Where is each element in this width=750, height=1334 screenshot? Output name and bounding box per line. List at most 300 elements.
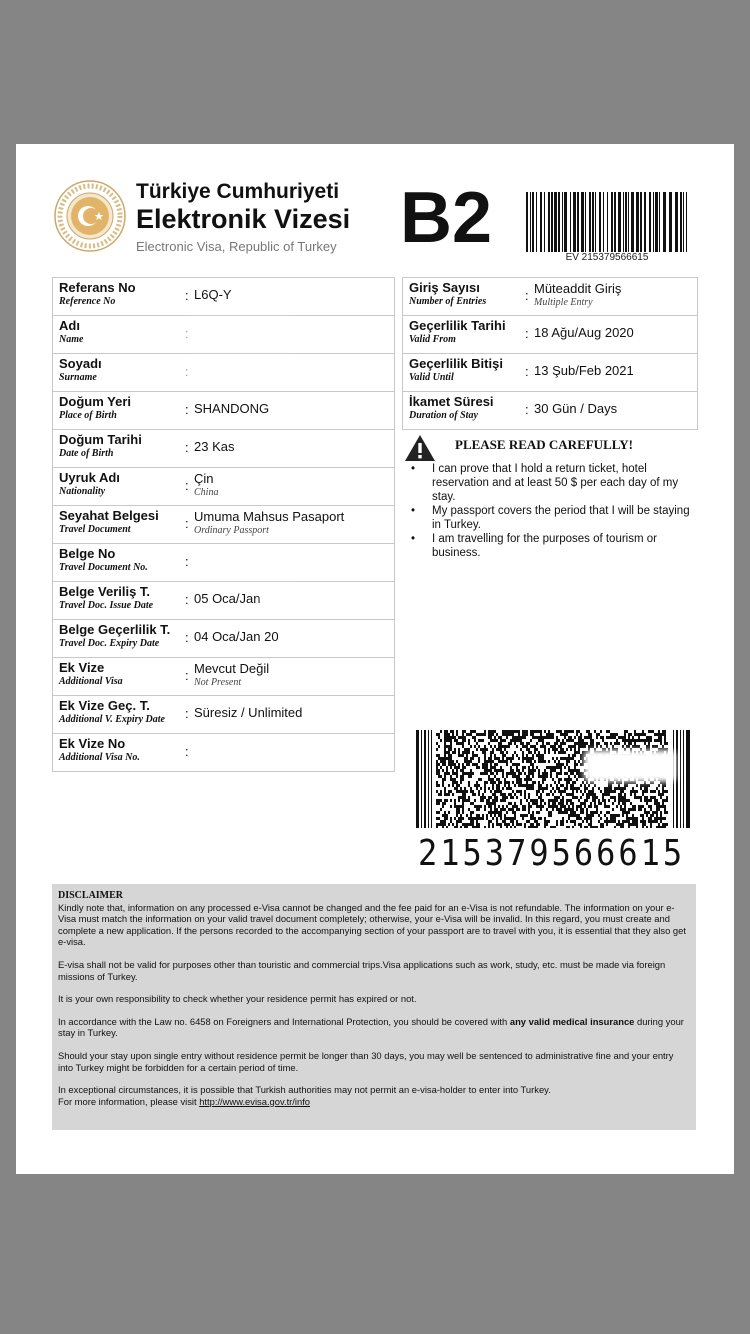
barcode-module — [532, 826, 534, 828]
barcode-module — [530, 763, 532, 766]
barcode-module — [606, 811, 608, 814]
barcode-module — [484, 733, 486, 736]
barcode-module — [510, 766, 512, 769]
barcode-module — [556, 787, 558, 790]
barcode-module — [484, 787, 486, 790]
barcode-module — [578, 823, 580, 826]
barcode-module — [634, 820, 636, 823]
barcode-guard-bar — [683, 730, 684, 828]
field-separator: : — [525, 402, 529, 417]
barcode-module — [502, 733, 504, 736]
barcode-module — [512, 823, 514, 826]
barcode-module — [528, 742, 530, 745]
barcode-module — [554, 805, 556, 808]
barcode-module — [436, 811, 438, 814]
field-label-english: Travel Document — [59, 524, 131, 535]
barcode-module — [666, 799, 668, 802]
barcode-module — [594, 805, 596, 808]
barcode-module — [450, 817, 452, 820]
barcode-module — [532, 736, 534, 739]
barcode-module — [592, 826, 594, 828]
barcode-module — [442, 820, 444, 823]
field-separator: : — [185, 668, 189, 683]
barcode-module — [636, 796, 638, 799]
barcode-module — [648, 784, 650, 787]
barcode-module — [622, 745, 624, 748]
barcode-module — [654, 802, 656, 805]
barcode-module — [562, 805, 564, 808]
barcode-module — [620, 793, 622, 796]
barcode-module — [622, 790, 624, 793]
barcode-module — [594, 796, 596, 799]
barcode-module — [562, 733, 564, 736]
barcode-module — [620, 787, 622, 790]
barcode-module — [522, 766, 524, 769]
barcode-module — [438, 733, 440, 736]
barcode-module — [548, 805, 550, 808]
barcode-guard-bar — [680, 730, 681, 828]
barcode-module — [632, 817, 634, 820]
barcode-module — [490, 790, 492, 793]
barcode-module — [642, 730, 644, 733]
barcode-module — [572, 739, 574, 742]
field-value: 30 Gün / Days — [534, 401, 618, 416]
barcode-module — [640, 739, 642, 742]
barcode-module — [528, 808, 530, 811]
barcode-module — [652, 820, 654, 823]
barcode-module — [508, 757, 510, 760]
barcode-module — [484, 796, 486, 799]
barcode-module — [466, 772, 468, 775]
barcode-module — [490, 772, 492, 775]
barcode-module — [550, 766, 552, 769]
barcode-module — [642, 733, 644, 736]
barcode-module — [438, 823, 440, 826]
barcode-module — [474, 826, 476, 828]
barcode-module — [516, 781, 518, 784]
barcode-module — [508, 784, 510, 787]
field-label-english: Additional V. Expiry Date — [59, 714, 165, 725]
barcode-module — [566, 811, 568, 814]
barcode-module — [472, 754, 474, 757]
barcode-module — [446, 757, 448, 760]
barcode-module — [622, 820, 624, 823]
barcode-module — [512, 820, 514, 823]
barcode-module — [608, 787, 610, 790]
barcode-module — [488, 826, 490, 828]
barcode-module — [500, 742, 502, 745]
barcode-module — [486, 799, 488, 802]
barcode-module — [580, 805, 582, 808]
barcode-module — [492, 730, 494, 733]
barcode-module — [516, 820, 518, 823]
field-label-english: Valid From — [409, 334, 456, 345]
barcode-module — [474, 730, 476, 733]
barcode-module — [632, 823, 634, 826]
barcode-module — [616, 739, 618, 742]
barcode-module — [512, 808, 514, 811]
barcode-module — [654, 820, 656, 823]
barcode-module — [524, 745, 526, 748]
barcode-module — [580, 739, 582, 742]
barcode-module — [630, 823, 632, 826]
barcode-module — [436, 748, 438, 751]
barcode-module — [522, 754, 524, 757]
barcode-module — [446, 799, 448, 802]
barcode-module — [512, 796, 514, 799]
barcode-module — [590, 742, 592, 745]
field-separator: : — [185, 744, 189, 759]
barcode-module — [510, 730, 512, 733]
barcode-module — [484, 826, 486, 828]
barcode-module — [530, 751, 532, 754]
barcode-module — [548, 742, 550, 745]
barcode-module — [516, 805, 518, 808]
barcode-module — [626, 799, 628, 802]
field-value: L6Q-Y — [194, 287, 232, 302]
barcode-module — [448, 763, 450, 766]
barcode-module — [462, 778, 464, 781]
barcode-module — [624, 736, 626, 739]
barcode-module — [602, 739, 604, 742]
barcode-module — [510, 796, 512, 799]
barcode-module — [548, 820, 550, 823]
barcode-module — [462, 802, 464, 805]
barcode-module — [536, 805, 538, 808]
barcode-module — [540, 730, 542, 733]
barcode-module — [620, 796, 622, 799]
notice-item: • I am travelling for the purposes of tourism or business. — [411, 533, 657, 559]
barcode-module — [478, 760, 480, 763]
barcode-module — [630, 739, 632, 742]
linear-barcode — [526, 192, 688, 252]
barcode-module — [632, 787, 634, 790]
barcode-module — [648, 739, 650, 742]
barcode-module — [484, 766, 486, 769]
barcode-module — [494, 775, 496, 778]
barcode-module — [550, 805, 552, 808]
barcode-module — [610, 784, 612, 787]
barcode-module — [664, 811, 666, 814]
barcode-module — [502, 799, 504, 802]
barcode-module — [530, 814, 532, 817]
barcode-module — [514, 814, 516, 817]
barcode-module — [562, 802, 564, 805]
barcode-module — [444, 802, 446, 805]
visa-type-code: B2 — [400, 178, 493, 258]
barcode-module — [498, 757, 500, 760]
barcode-module — [460, 769, 462, 772]
barcode-module — [494, 811, 496, 814]
barcode-module — [522, 808, 524, 811]
barcode-module — [574, 787, 576, 790]
barcode-module — [472, 751, 474, 754]
evisa-info-link[interactable]: http://www.evisa.gov.tr/info — [199, 1095, 311, 1107]
barcode-module — [444, 823, 446, 826]
barcode-module — [502, 757, 504, 760]
barcode-module — [442, 763, 444, 766]
barcode-module — [618, 799, 620, 802]
barcode-module — [510, 733, 512, 736]
barcode-module — [646, 745, 648, 748]
barcode-module — [476, 781, 478, 784]
barcode-module — [506, 823, 508, 826]
barcode-module — [658, 817, 660, 820]
barcode-module — [476, 763, 478, 766]
barcode-module — [546, 766, 548, 769]
barcode-module — [612, 796, 614, 799]
barcode-module — [480, 796, 482, 799]
barcode-module — [604, 820, 606, 823]
barcode-bar — [618, 192, 621, 252]
barcode-module — [576, 817, 578, 820]
barcode-module — [576, 796, 578, 799]
barcode-module — [544, 820, 546, 823]
barcode-module — [628, 736, 630, 739]
barcode-module — [450, 754, 452, 757]
barcode-module — [474, 739, 476, 742]
barcode-module — [496, 823, 498, 826]
barcode-module — [532, 823, 534, 826]
barcode-module — [596, 808, 598, 811]
barcode-module — [444, 745, 446, 748]
barcode-module — [646, 796, 648, 799]
barcode-module — [596, 796, 598, 799]
barcode-module — [512, 811, 514, 814]
barcode-module — [508, 787, 510, 790]
barcode-module — [660, 733, 662, 736]
barcode-module — [544, 817, 546, 820]
barcode-module — [566, 772, 568, 775]
barcode-module — [548, 799, 550, 802]
barcode-module — [516, 766, 518, 769]
barcode-module — [572, 790, 574, 793]
barcode-module — [570, 769, 572, 772]
barcode-module — [628, 826, 630, 828]
barcode-module — [464, 790, 466, 793]
barcode-module — [438, 754, 440, 757]
barcode-module — [540, 793, 542, 796]
barcode-module — [500, 745, 502, 748]
barcode-module — [568, 814, 570, 817]
barcode-module — [664, 730, 666, 733]
field-label-english: Nationality — [59, 486, 106, 497]
field-value-english: Not Present — [194, 677, 242, 688]
barcode-module — [528, 775, 530, 778]
barcode-module — [488, 730, 490, 733]
barcode-module — [552, 745, 554, 748]
barcode-module — [548, 730, 550, 733]
barcode-module — [612, 817, 614, 820]
barcode-module — [578, 787, 580, 790]
barcode-module — [448, 811, 450, 814]
barcode-module — [524, 784, 526, 787]
barcode-module — [524, 730, 526, 733]
barcode-module — [492, 823, 494, 826]
barcode-module — [616, 742, 618, 745]
barcode-module — [468, 751, 470, 754]
barcode-module — [456, 769, 458, 772]
barcode-module — [490, 811, 492, 814]
barcode-module — [444, 730, 446, 733]
barcode-module — [666, 790, 668, 793]
barcode-module — [522, 784, 524, 787]
barcode-module — [564, 808, 566, 811]
barcode-module — [492, 781, 494, 784]
barcode-module — [632, 814, 634, 817]
barcode-module — [552, 802, 554, 805]
barcode-module — [508, 817, 510, 820]
barcode-module — [530, 778, 532, 781]
barcode-module — [542, 742, 544, 745]
barcode-module — [528, 796, 530, 799]
barcode-module — [656, 811, 658, 814]
barcode-module — [448, 739, 450, 742]
barcode-module — [592, 796, 594, 799]
barcode-module — [486, 769, 488, 772]
barcode-module — [492, 733, 494, 736]
barcode-module — [586, 811, 588, 814]
barcode-module — [454, 763, 456, 766]
barcode-module — [644, 796, 646, 799]
barcode-module — [476, 748, 478, 751]
personal-details-table — [52, 277, 395, 772]
barcode-module — [556, 799, 558, 802]
barcode-module — [488, 799, 490, 802]
barcode-module — [596, 742, 598, 745]
barcode-bar — [603, 192, 604, 252]
barcode-module — [540, 739, 542, 742]
barcode-module — [550, 772, 552, 775]
barcode-module — [566, 808, 568, 811]
barcode-module — [464, 739, 466, 742]
barcode-module — [614, 817, 616, 820]
barcode-module — [660, 739, 662, 742]
barcode-module — [454, 739, 456, 742]
barcode-module — [660, 814, 662, 817]
barcode-module — [508, 733, 510, 736]
barcode-module — [502, 793, 504, 796]
barcode-module — [448, 754, 450, 757]
barcode-module — [494, 763, 496, 766]
barcode-module — [594, 811, 596, 814]
barcode-module — [650, 736, 652, 739]
barcode-module — [600, 817, 602, 820]
barcode-module — [544, 751, 546, 754]
barcode-module — [442, 760, 444, 763]
barcode-module — [502, 775, 504, 778]
barcode-module — [646, 799, 648, 802]
barcode-module — [564, 811, 566, 814]
barcode-module — [490, 763, 492, 766]
barcode-module — [646, 814, 648, 817]
barcode-module — [612, 820, 614, 823]
barcode-module — [584, 784, 586, 787]
subtitle: Electronic Visa, Republic of Turkey — [136, 239, 337, 254]
barcode-module — [492, 772, 494, 775]
barcode-module — [642, 814, 644, 817]
barcode-module — [522, 760, 524, 763]
barcode-bar — [540, 192, 542, 252]
barcode-module — [504, 784, 506, 787]
barcode-module — [638, 739, 640, 742]
barcode-bar — [611, 192, 613, 252]
barcode-module — [496, 739, 498, 742]
barcode-module — [502, 796, 504, 799]
barcode-module — [458, 751, 460, 754]
field-value: Süresiz / Unlimited — [194, 705, 303, 720]
barcode-module — [500, 748, 502, 751]
barcode-module — [466, 799, 468, 802]
barcode-module — [482, 766, 484, 769]
barcode-bar — [625, 192, 627, 252]
barcode-module — [572, 811, 574, 814]
barcode-module — [542, 736, 544, 739]
barcode-module — [492, 760, 494, 763]
barcode-module — [520, 748, 522, 751]
barcode-module — [490, 808, 492, 811]
disclaimer-paragraph: In exceptional circumstances, it is possible that Turkish authorities may not permit an e-visa-holder to enter into Turkey. — [58, 1084, 551, 1096]
barcode-module — [592, 739, 594, 742]
barcode-module — [562, 784, 564, 787]
barcode-module — [468, 763, 470, 766]
barcode-module — [624, 811, 626, 814]
barcode-bar — [570, 192, 571, 252]
barcode-module — [494, 802, 496, 805]
barcode-module — [528, 784, 530, 787]
barcode-module — [600, 736, 602, 739]
barcode-module — [656, 808, 658, 811]
barcode-module — [496, 811, 498, 814]
barcode-module — [440, 793, 442, 796]
barcode-module — [612, 745, 614, 748]
barcode-module — [606, 823, 608, 826]
barcode-module — [514, 784, 516, 787]
barcode-module — [470, 760, 472, 763]
barcode-guard-bar — [424, 730, 426, 828]
barcode-module — [502, 739, 504, 742]
barcode-module — [450, 739, 452, 742]
table-row — [53, 657, 394, 695]
barcode-module — [660, 826, 662, 828]
barcode-module — [510, 793, 512, 796]
barcode-module — [640, 733, 642, 736]
barcode-module — [632, 805, 634, 808]
barcode-module — [460, 826, 462, 828]
barcode-module — [532, 754, 534, 757]
barcode-module — [456, 781, 458, 784]
barcode-module — [594, 826, 596, 828]
barcode-module — [460, 742, 462, 745]
barcode-module — [654, 799, 656, 802]
barcode-module — [634, 742, 636, 745]
barcode-module — [536, 802, 538, 805]
barcode-module — [466, 790, 468, 793]
barcode-module — [522, 742, 524, 745]
barcode-module — [644, 799, 646, 802]
barcode-module — [506, 736, 508, 739]
barcode-module — [632, 820, 634, 823]
barcode-module — [650, 814, 652, 817]
barcode-module — [656, 739, 658, 742]
barcode-module — [560, 811, 562, 814]
barcode-module — [492, 811, 494, 814]
barcode-module — [584, 745, 586, 748]
barcode-module — [626, 730, 628, 733]
barcode-module — [470, 730, 472, 733]
barcode-module — [610, 736, 612, 739]
barcode-module — [544, 745, 546, 748]
